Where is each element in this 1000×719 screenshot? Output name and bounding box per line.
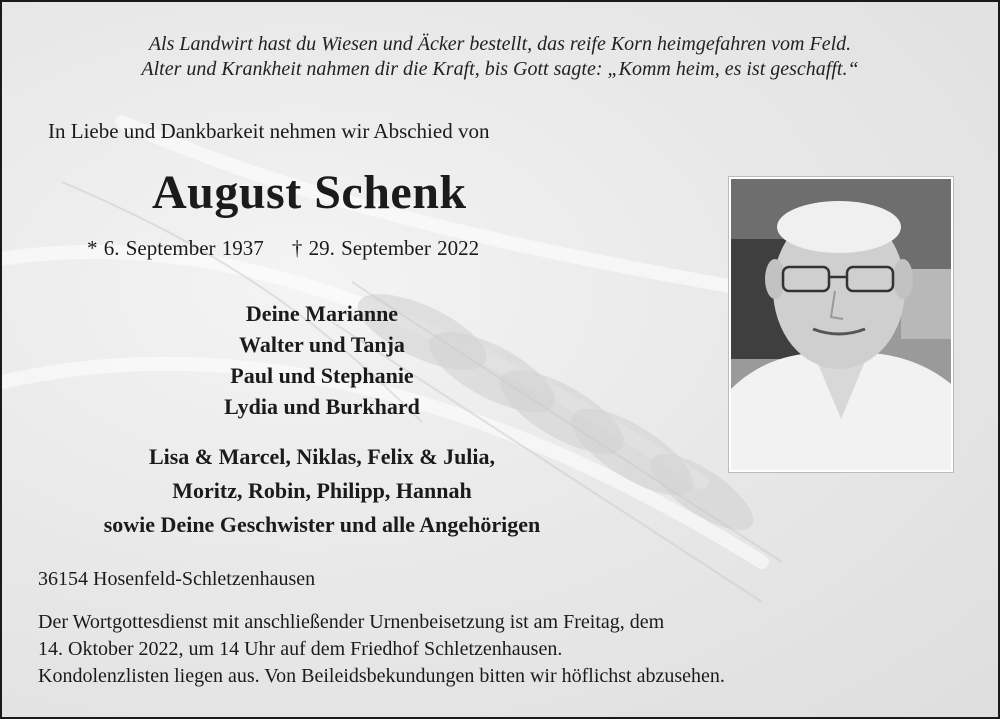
family-entry: Walter und Tanja (239, 332, 405, 357)
family-list (2, 298, 642, 422)
service-notice (38, 609, 725, 690)
grandchildren-entry: Lisa & Marcel, Niklas, Felix & Julia, (148, 444, 496, 469)
portrait-illustration (731, 179, 951, 470)
verse-line-2: Alter und Krankheit nahmen dir die Kraft, bis Gott sagte: „Komm heim, es ist geschafft.“ (141, 58, 859, 80)
family-entry: Lydia und Burkhard (224, 394, 420, 419)
intro-text: In Liebe und Dankbarkeit nehmen wir Abschied von (48, 119, 490, 143)
verse-line-1: Als Landwirt hast du Wiesen und Äcker bestellt, das reife Korn heimgefahren vom Feld. (148, 33, 852, 55)
death-date: † 29. September 2022 (291, 236, 480, 260)
portrait-photo (729, 177, 953, 472)
notice-line: Der Wortgottesdienst mit anschließender Urnenbeisetzung ist am Freitag, dem (38, 611, 665, 633)
deceased-name: August Schenk (152, 166, 467, 219)
grandchildren-entry: sowie Deine Geschwister und alle Angehörigen (103, 512, 541, 537)
grandchildren-list (2, 440, 642, 542)
notice-line: Kondolenzlisten liegen aus. Von Beileidsbekundungen bitten wir höflichst abzusehen. (38, 665, 725, 687)
life-dates (87, 236, 479, 261)
memorial-verse (2, 32, 998, 82)
birth-date: * 6. September 1937 (87, 236, 264, 260)
family-entry: Deine Marianne (245, 301, 399, 326)
notice-line: 14. Oktober 2022, um 14 Uhr auf dem Friedhof Schletzenhausen. (38, 638, 563, 660)
grandchildren-entry: Moritz, Robin, Philipp, Hannah (172, 478, 472, 503)
family-entry: Paul und Stephanie (230, 363, 414, 388)
place-of-residence: 36154 Hosenfeld-Schletzenhausen (38, 568, 316, 590)
